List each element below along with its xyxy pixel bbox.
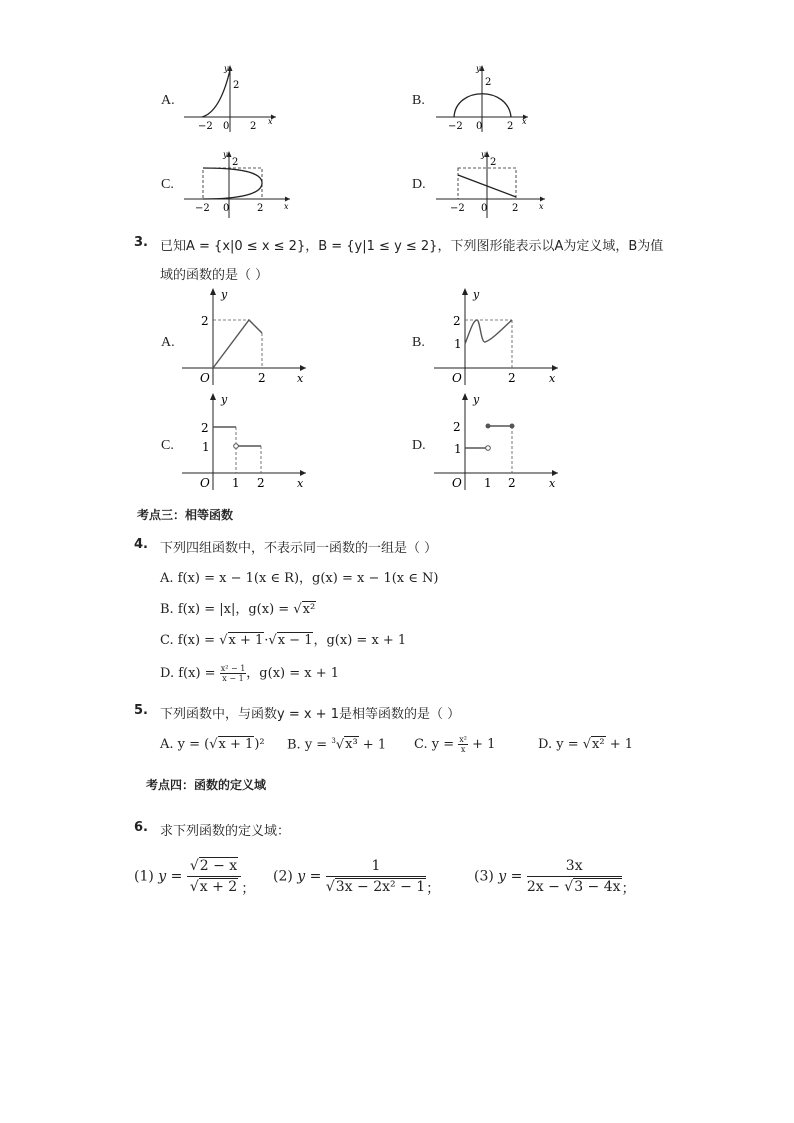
axis-x-label: x — [539, 202, 544, 211]
q3-option-d-label[interactable]: D. — [412, 438, 426, 453]
axis-x-label: x — [297, 372, 304, 385]
tick-1-y: 1 — [454, 337, 462, 351]
tick-2-x: 2 — [257, 203, 264, 214]
section-heading-equal-functions: 考点三：相等函数 — [137, 508, 234, 522]
q4-option-a-text: f(x) = x − 1(x ∈ R)，g(x) = x − 1(x ∈ N) — [177, 571, 439, 586]
q2-graph-c — [180, 148, 295, 218]
q4-option-c-text: f(x) = — [177, 633, 220, 648]
q6-part-2: (2) y = $\frac{1}{\text{√3x − 2x² − 1}}$； — [273, 858, 441, 897]
tick-neg2: −2 — [448, 121, 463, 132]
q3-graph-a — [180, 285, 310, 390]
q4-option-d-fraction: $\frac{\text{x² − 1}}{x - 1}$ — [220, 664, 246, 683]
q6-part-1: (1) y = $\frac{√2 - x}{√x + 2}$； — [134, 858, 256, 897]
q2-option-b-label[interactable]: B. — [412, 93, 425, 108]
q5-option-d-radicand: x² — [592, 737, 605, 752]
q2-option-d-label[interactable]: D. — [412, 177, 426, 192]
tick-2-x: 2 — [258, 371, 266, 385]
tick-1-y: 1 — [454, 442, 462, 456]
q3-graph-b — [432, 285, 562, 390]
q4-option-b[interactable]: B. f(x) = |x|，g(x) = √x² — [160, 602, 316, 617]
q5-number: 5. — [134, 703, 148, 718]
tick-1-y: 1 — [202, 440, 210, 454]
q6-number: 6. — [134, 820, 148, 835]
q5-option-a-label: A. — [160, 737, 174, 752]
q5-option-c-fraction: $\frac{\text{x²}}{x}$ — [459, 735, 467, 754]
tick-2-y: 2 — [485, 77, 492, 88]
q5-stem: 下列函数中，与函数y = x + 1是相等函数的是（ ） — [160, 707, 461, 722]
q3-stem-line1: 已知A = {x|0 ≤ x ≤ 2}，B = {y|1 ≤ y ≤ 2}，下列图形能表示以A为定义域，B为值 — [160, 239, 664, 254]
q3-graph-d — [432, 390, 562, 495]
q5-option-c-label: C. — [414, 737, 428, 752]
q5-option-b[interactable]: B. y = $^3$√x³ + 1 — [287, 737, 387, 753]
q4-option-a[interactable] — [160, 567, 438, 586]
q5-option-c[interactable]: C. y = $\frac{\text{x²}}{x} + 1$ — [414, 735, 496, 754]
q5-option-a-radicand: x + 1 — [218, 737, 254, 752]
q4-option-b-label: B. — [160, 602, 174, 617]
tick-2-x: 2 — [508, 371, 516, 385]
axis-y-label: y — [473, 393, 480, 406]
q4-option-c[interactable]: C. f(x) = √x + 1·√x − 1，g(x) = x + 1 — [160, 633, 407, 648]
q4-option-d-text: f(x) = — [178, 666, 220, 681]
tick-2-y: 2 — [232, 157, 239, 168]
q5-option-b-root-index: 3 — [331, 737, 336, 745]
tick-neg2: −2 — [195, 203, 210, 214]
q5-option-d-label: D. — [538, 737, 553, 752]
axis-y-label: y — [221, 288, 228, 301]
q4-option-c-radicand-1: x + 1 — [228, 633, 264, 648]
q4-option-d-text-2: ，g(x) = x + 1 — [246, 666, 340, 681]
axis-x-label: x — [284, 202, 289, 211]
q2-option-c-label[interactable]: C. — [161, 177, 174, 192]
origin-label: 0 — [476, 121, 483, 132]
q4-option-b-radicand: x² — [302, 602, 316, 617]
q6-part-3: (3) y = $\frac{3x}{2x - √3 - 4x}$； — [474, 858, 636, 897]
q5-option-b-label: B. — [287, 737, 301, 753]
q4-stem: 下列四组函数中，不表示同一函数的一组是（ ） — [160, 541, 438, 556]
q4-option-d[interactable] — [160, 662, 339, 683]
axis-x-label: x — [549, 372, 556, 385]
q4-option-c-text-2: ，g(x) = x + 1 — [313, 633, 407, 648]
axis-x-label: x — [549, 477, 556, 490]
origin-label: O — [452, 371, 462, 385]
q4-option-c-radicand-2: x − 1 — [277, 633, 313, 648]
tick-2-x: 2 — [507, 121, 514, 132]
tick-2-x: 2 — [512, 203, 519, 214]
q3-number: 3. — [134, 235, 148, 250]
origin-label: 0 — [223, 203, 230, 214]
axis-y-label: y — [476, 64, 481, 73]
q4-option-c-label: C. — [160, 633, 174, 648]
origin-label: O — [200, 371, 210, 385]
tick-2-y: 2 — [201, 421, 209, 435]
q5-option-d[interactable]: D. y = √x² + 1 — [538, 737, 634, 752]
axis-x-label: x — [522, 117, 527, 126]
axis-x-label: x — [268, 117, 273, 126]
q3-option-c-label[interactable]: C. — [161, 438, 174, 453]
q2-graph-a — [180, 62, 280, 132]
axis-y-label: y — [473, 288, 480, 301]
q6-part-2-fraction: $\frac{1}{\text{√3x − 2x² − 1}}$ — [325, 858, 426, 895]
origin-label: 0 — [223, 121, 230, 132]
q4-option-a-label: A. — [160, 571, 174, 586]
q3-option-a-label[interactable]: A. — [161, 335, 175, 350]
tick-2-y: 2 — [453, 314, 461, 328]
origin-label: O — [452, 476, 462, 490]
q5-option-a[interactable]: A. y = (√x + 1)² — [160, 737, 265, 752]
tick-2-x: 2 — [257, 476, 265, 490]
origin-label: 0 — [481, 203, 488, 214]
axis-y-label: y — [223, 150, 228, 159]
q2-graph-d — [432, 148, 550, 218]
tick-2-y: 2 — [233, 80, 240, 91]
q3-graph-c — [180, 390, 310, 495]
q4-number: 4. — [134, 537, 148, 552]
origin-label: O — [200, 476, 210, 490]
q6-part-3-fraction: $\frac{3x}{2x - √3 - 4x}$ — [526, 858, 621, 895]
tick-1-x: 1 — [484, 476, 492, 490]
section-heading-domain: 考点四：函数的定义域 — [146, 778, 267, 792]
tick-2-y: 2 — [490, 157, 497, 168]
tick-neg2: −2 — [198, 121, 213, 132]
tick-2-x: 2 — [250, 121, 257, 132]
q4-option-c-dot: · — [264, 633, 269, 648]
q4-option-b-text: f(x) = |x|，g(x) = — [177, 602, 294, 617]
tick-neg2: −2 — [450, 203, 465, 214]
axis-y-label: y — [481, 150, 486, 159]
q6-stem: 求下列函数的定义域： — [160, 824, 291, 839]
q4-option-d-label: D. — [160, 666, 175, 681]
axis-x-label: x — [297, 477, 304, 490]
q2-option-a-label[interactable]: A. — [161, 93, 175, 108]
q2-graph-b — [432, 62, 532, 132]
axis-y-label: y — [221, 393, 228, 406]
q6-part-1-fraction: $\frac{√2 - x}{√x + 2}$ — [187, 856, 241, 897]
tick-2-y: 2 — [453, 420, 461, 434]
tick-2-x: 2 — [508, 476, 516, 490]
tick-2-y: 2 — [201, 314, 209, 328]
axis-y-label: y — [224, 64, 229, 73]
q3-option-b-label[interactable]: B. — [412, 335, 425, 350]
tick-1-x: 1 — [232, 476, 240, 490]
q3-stem-line2: 域的函数的是（ ） — [160, 268, 269, 283]
q5-option-b-radicand: x³ — [345, 737, 358, 753]
